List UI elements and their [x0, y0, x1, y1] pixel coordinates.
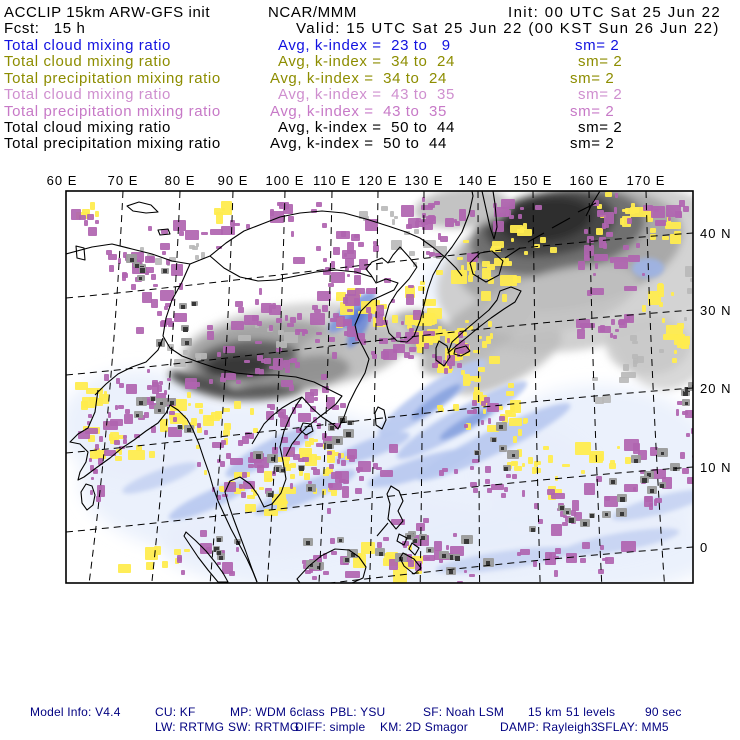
lat-tick-label: 30 N	[700, 303, 732, 318]
kindex-range: Avg, k-index = 50 to 44	[278, 119, 455, 136]
footer-item: SFLAY: MM5	[597, 720, 669, 734]
lon-tick-label: 70 E	[107, 173, 139, 188]
lon-tick-label: 60 E	[46, 173, 78, 188]
field-label: Total precipitation mixing ratio	[4, 69, 221, 87]
footer-item: DIFF: simple	[295, 720, 366, 734]
kindex-range: Avg, k-index = 43 to 35	[270, 102, 447, 120]
kindex-range: Avg, k-index = 23 to 9	[278, 37, 451, 54]
field-label: Total precipitation mixing ratio	[4, 135, 221, 153]
lat-tick-label: 10 N	[700, 460, 732, 475]
lon-tick-label: 80 E	[164, 173, 196, 188]
field-label: Total cloud mixing ratio	[4, 86, 171, 104]
footer-item: 15 km	[528, 705, 562, 719]
footer-item: SF: Noah LSM	[423, 705, 505, 719]
footer-item: 90 sec	[645, 705, 682, 719]
smooth-value: sm= 2	[578, 119, 623, 136]
lon-tick-label: 110 E	[312, 173, 352, 188]
footer-item: SW: RRTMG	[228, 720, 300, 734]
lon-tick-label: 130 E	[404, 173, 444, 188]
field-label: Total cloud mixing ratio	[4, 37, 171, 54]
kindex-range: Avg, k-index = 50 to 44	[270, 135, 447, 153]
smooth-value: sm= 2	[570, 69, 615, 87]
lon-tick-label: 90 E	[217, 173, 249, 188]
smooth-value: sm= 2	[570, 102, 615, 120]
field-label: Total cloud mixing ratio	[4, 119, 171, 136]
valid-time: Valid: 15 UTC Sat 25 Jun 22 (00 KST Sun 26 Jun 22)	[296, 20, 720, 37]
footer-item: CU: KF	[155, 705, 196, 719]
lon-tick-label: 140 E	[458, 173, 498, 188]
kindex-range: Avg, k-index = 34 to 24	[270, 69, 447, 87]
lon-tick-label: 170 E	[626, 173, 666, 188]
lon-tick-label: 160 E	[569, 173, 609, 188]
center-org: NCAR/MMM	[268, 4, 357, 21]
field-label: Total precipitation mixing ratio	[4, 102, 221, 120]
lat-tick-label: 0	[700, 540, 709, 555]
smooth-value: sm= 2	[575, 37, 620, 54]
lon-tick-label: 100 E	[265, 173, 305, 188]
footer-item: MP: WDM 6class	[230, 705, 325, 719]
footer-item: DAMP: Rayleigh3	[500, 720, 598, 734]
smooth-value: sm= 2	[570, 135, 615, 153]
lon-tick-label: 120 E	[358, 173, 398, 188]
lat-tick-label: 40 N	[700, 226, 732, 241]
kindex-range: Avg, k-index = 34 to 24	[278, 53, 455, 71]
footer-item: PBL: YSU	[330, 705, 386, 719]
smooth-value: sm= 2	[578, 86, 623, 104]
footer-item: 51 levels	[566, 705, 616, 719]
lat-tick-label: 20 N	[700, 381, 732, 396]
field-label: Total cloud mixing ratio	[4, 53, 171, 71]
model-title: ACCLIP 15km ARW-GFS init	[4, 4, 211, 21]
footer-item: KM: 2D Smagor	[380, 720, 468, 734]
lon-tick-label: 150 E	[513, 173, 553, 188]
kindex-range: Avg, k-index = 43 to 35	[278, 86, 455, 104]
footer-item: Model Info: V4.4	[30, 705, 121, 719]
fcst-hour: Fcst: 15 h	[4, 20, 86, 37]
footer-item: LW: RRTMG	[155, 720, 225, 734]
init-time: Init: 00 UTC Sat 25 Jun 22	[508, 4, 722, 21]
smooth-value: sm= 2	[578, 53, 623, 71]
